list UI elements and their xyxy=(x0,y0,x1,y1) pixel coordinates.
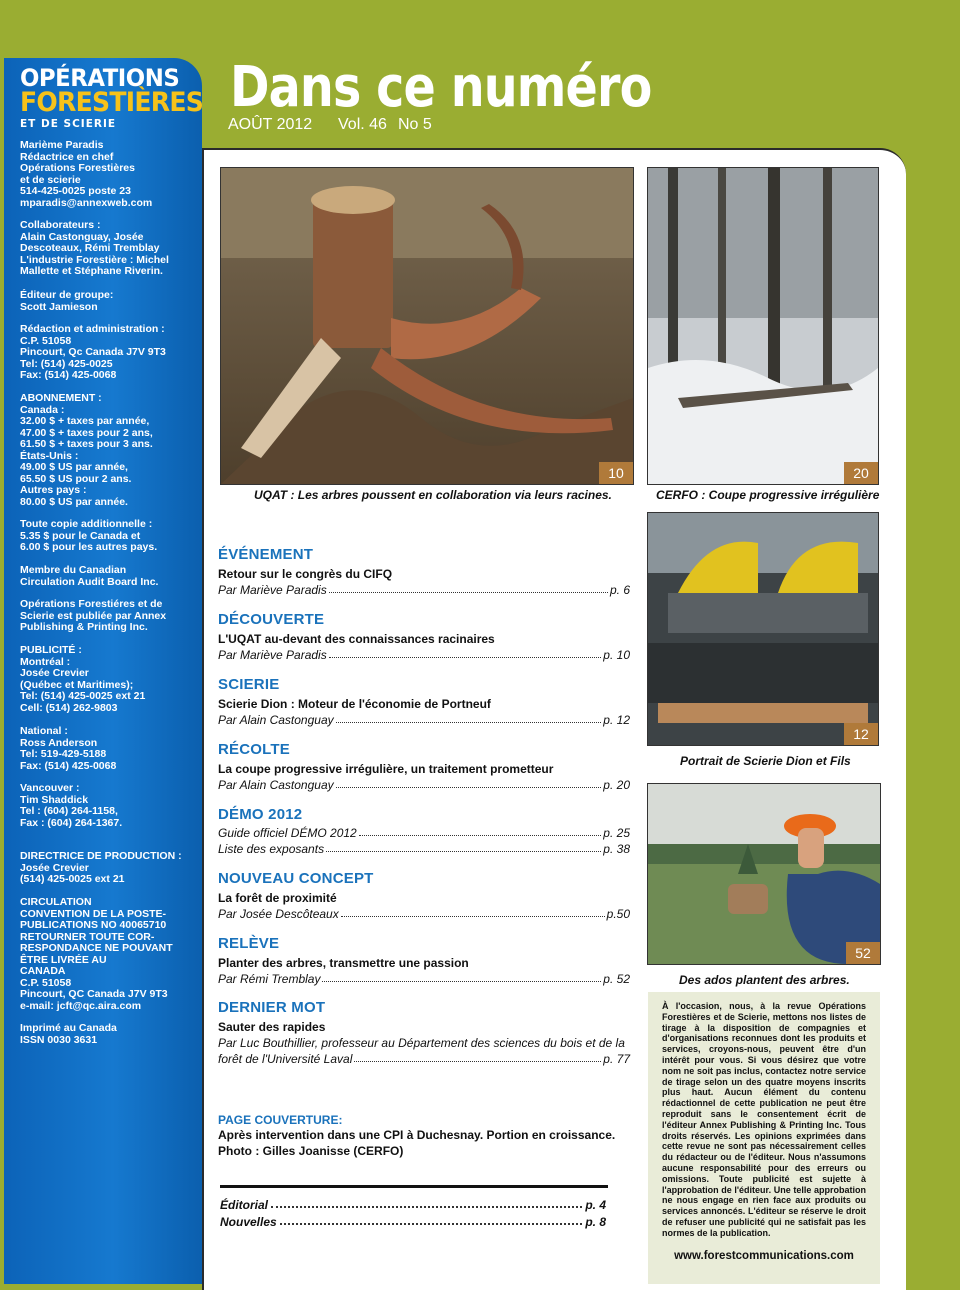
photo-stump-roots xyxy=(220,167,634,485)
article-title: Planter des arbres, transmettre une passion xyxy=(218,956,469,970)
entry-author-cont: forêt de l'Université Laval xyxy=(218,1052,353,1066)
toc-section-new-concept xyxy=(218,870,630,921)
article-title: L'UQAT au-devant des connaissances racinaires xyxy=(218,632,495,646)
cover-heading: PAGE COUVERTURE: xyxy=(218,1113,343,1127)
entry-author: Par Alain Castonguay xyxy=(218,778,334,792)
entry-author: Par Mariève Paradis xyxy=(218,648,327,662)
photo-caption: UQAT : Les arbres poussent en collaboration via leurs racines. xyxy=(254,488,612,502)
toc-entry-editorial[interactable] xyxy=(220,1198,606,1212)
entry-title: Nouvelles xyxy=(220,1215,277,1229)
issue-month: AOÛT 2012 xyxy=(228,116,313,133)
entry-page: p.50 xyxy=(606,907,630,921)
article-title: Sauter des rapides xyxy=(218,1020,326,1034)
additional-copy: Toute copie additionnelle : 5.35 $ pour le Canada et 6.00 $ pour les autres pays. xyxy=(20,518,158,553)
masthead-sidebar xyxy=(4,58,202,1284)
photo-page-badge: 12 xyxy=(844,723,878,745)
toc-section-discovery xyxy=(218,611,630,662)
legal-notice-box xyxy=(648,992,880,1284)
toc-section-harvest xyxy=(218,741,630,792)
section-heading: DERNIER MOT xyxy=(218,999,326,1016)
toc-entry[interactable] xyxy=(218,778,630,792)
logo-line-3: ET DE SCIERIE xyxy=(20,118,117,130)
entry-page: p. 25 xyxy=(603,826,630,840)
toc-entry[interactable] xyxy=(218,907,630,921)
photo-caption: Des ados plantent des arbres. xyxy=(679,973,850,987)
entry-page: p. 6 xyxy=(609,583,630,597)
section-heading: ÉVÉNEMENT xyxy=(218,546,314,563)
page-title: Dans ce numéro xyxy=(230,55,652,120)
entry-title: Liste des exposants xyxy=(218,842,325,856)
entry-page: p. 4 xyxy=(585,1198,606,1212)
publisher-info: Opérations Forestiéres et de Scierie est publiée par Annex Publishing & Printing Inc. xyxy=(20,598,167,633)
article-title: La forêt de proximité xyxy=(218,891,337,905)
toc-entry[interactable] xyxy=(218,826,630,840)
photo-sawmill xyxy=(647,512,879,746)
cover-photo-by: Photo : Gilles Joanisse (CERFO) xyxy=(218,1144,404,1158)
toc-entry[interactable] xyxy=(218,583,630,597)
group-editor: Éditeur de groupe: Scott Jamieson xyxy=(20,289,114,313)
contributors: Collaborateurs : Alain Castonguay, Josée Descoteaux, Rémi Tremblay L'industrie Forestière : Michel Mallette et Stéphane Riverin. xyxy=(20,219,169,277)
entry-author: Par Rémi Tremblay xyxy=(218,972,321,986)
toc-section-sawmill xyxy=(218,676,630,727)
entry-author: Par Alain Castonguay xyxy=(218,713,334,727)
print-issn: Imprimé au Canada ISSN 0030 3631 xyxy=(20,1022,117,1046)
toc-section-next-gen xyxy=(218,935,630,986)
issue-volume: Vol. 46 xyxy=(338,116,387,133)
toc-section-demo xyxy=(218,806,630,856)
advertising-montreal: PUBLICITÉ : Montréal : Josée Crevier (Québec et Maritimes); Tel: (514) 425-0025 ext 21 Cell: (514) 262-9803 xyxy=(20,644,146,714)
entry-page: p. 8 xyxy=(585,1215,606,1229)
divider xyxy=(220,1185,608,1188)
entry-page: p. 77 xyxy=(603,1052,630,1066)
logo-line-2: FORESTIÈRES xyxy=(20,87,204,118)
entry-page: p. 12 xyxy=(603,713,630,727)
entry-page: p. 52 xyxy=(603,972,630,986)
issue-number: No 5 xyxy=(398,116,432,133)
photo-page-badge: 52 xyxy=(846,942,880,964)
entry-author: Par Mariève Paradis xyxy=(218,583,327,597)
section-heading: DÉMO 2012 xyxy=(218,806,303,823)
article-title: La coupe progressive irrégulière, un traitement prometteur xyxy=(218,762,554,776)
section-heading: DÉCOUVERTE xyxy=(218,611,325,628)
entry-page: p. 20 xyxy=(603,778,630,792)
section-heading: NOUVEAU CONCEPT xyxy=(218,870,374,887)
legal-notice-text: À l'occasion, nous, à la revue Opérations Forestières et de Scierie, mettons nos listes de tirage à la disposition de compagnies et d'organisations reconnues dont les produits et services, croyons-nous, peuvent être d'un intérêt pour vous. Si vous désirez que votre nom ne soit pas inclus, contactez notre service de tirage selon un des quatre moyens inscrits plus haut. Aucun élément du contenu rédactionnel de cette publication ne peut être reproduit sans le consentement écrit de l'éditeur Annex Publishing & Printing Inc. Tous droits réservés. Les opinions exprimées dans cette revue ne sont pas nécessairement celles du rédacteur ou de l'éditeur. Nous n'assumons aucune responsabilité pour des erreurs ou omissions. Toute publicité est sujette à l'approbation de l'éditeur. Une telle approbation ne nous engage en rien face aux produits ou services annoncés. L'éditeur se réserve le droit de refuser une publicité qui ne satisfait pas les normes de la publication. xyxy=(662,1001,866,1238)
advertising-national: National : Ross Anderson Tel: 519-429-5188 Fax: (514) 425-0068 xyxy=(20,725,117,772)
sawmill-illustration xyxy=(648,513,878,745)
snowy-forest-illustration xyxy=(648,168,878,484)
section-heading: SCIERIE xyxy=(218,676,280,693)
logo-line-1: OPÉRATIONS xyxy=(20,64,180,92)
toc-entry[interactable] xyxy=(218,972,630,986)
stump-roots-illustration xyxy=(221,168,633,484)
entry-page: p. 10 xyxy=(603,648,630,662)
photo-tree-planting xyxy=(647,783,881,965)
website-link[interactable]: www.forestcommunications.com xyxy=(674,1250,854,1262)
magazine-logo xyxy=(20,66,217,130)
toc-section-event xyxy=(218,546,630,597)
cover-description: Après intervention dans une CPI à Duchesnay. Portion en croissance. xyxy=(218,1128,616,1142)
administration-address: Rédaction et administration : C.P. 51058 Pincourt, Qc Canada J7V 9T3 Tel: (514) 425-0025 Fax: (514) 425-0068 xyxy=(20,323,166,381)
toc-entry-news[interactable] xyxy=(220,1215,606,1229)
subscription-rates: ABONNEMENT : Canada : 32.00 $ + taxes par année, 47.00 $ + taxes pour 2 ans, 61.50 $ + taxes pour 3 ans. États-Unis : 49.00 $ US par année, 65.50 $ US pour 2 ans. Autres pays : 80.00 $ US par année. xyxy=(20,392,153,508)
toc-entry-line xyxy=(218,1036,630,1050)
photo-page-badge: 20 xyxy=(844,462,878,484)
tree-planting-illustration xyxy=(648,784,880,964)
audit-member: Membre du Canadian Circulation Audit Board Inc. xyxy=(20,564,159,588)
entry-page: p. 38 xyxy=(603,842,630,856)
article-title: Scierie Dion : Moteur de l'économie de Portneuf xyxy=(218,697,491,711)
article-title: Retour sur le congrès du CIFQ xyxy=(218,567,393,581)
entry-title: Éditorial xyxy=(220,1198,269,1212)
entry-author: Par Luc Bouthillier, professeur au Département des sciences du bois et de la xyxy=(218,1036,625,1050)
cover-photo-credit xyxy=(218,1113,628,1159)
entry-author: Par Josée Descôteaux xyxy=(218,907,339,921)
section-heading: RELÈVE xyxy=(218,935,280,952)
toc-section-last-word xyxy=(218,999,630,1066)
editor-contact: Marième Paradis Rédactrice en chef Opérations Forestières et de scierie 514-425-0025 poste 23 mparadis@annexweb.com xyxy=(20,139,153,209)
photo-snowy-forest xyxy=(647,167,879,485)
toc-entry[interactable] xyxy=(218,713,630,727)
advertising-vancouver: Vancouver : Tim Shaddick Tel : (604) 264-1158, Fax : (604) 264-1367. xyxy=(20,782,123,829)
production-director: DIRECTRICE DE PRODUCTION : Josée Crevier (514) 425-0025 ext 21 xyxy=(20,850,182,885)
entry-title: Guide officiel DÉMO 2012 xyxy=(218,826,357,840)
photo-caption: CERFO : Coupe progressive irrégulière xyxy=(656,488,880,502)
toc-entry[interactable] xyxy=(218,648,630,662)
photo-caption: Portrait de Scierie Dion et Fils xyxy=(680,754,851,768)
toc-entry[interactable] xyxy=(218,842,630,856)
section-heading: RÉCOLTE xyxy=(218,741,290,758)
circulation-info: CIRCULATION CONVENTION DE LA POSTE- PUBLICATIONS NO 40065710 RETOURNER TOUTE COR- RESPONDANCE NE POUVANT ÊTRE LIVRÉE AU CANADA C.P. 51058 Pincourt, QC Canada J7V 9T3 e-mail: jcft@qc.aira.com xyxy=(20,896,173,1012)
photo-page-badge: 10 xyxy=(599,462,633,484)
toc-entry[interactable] xyxy=(218,1052,630,1066)
